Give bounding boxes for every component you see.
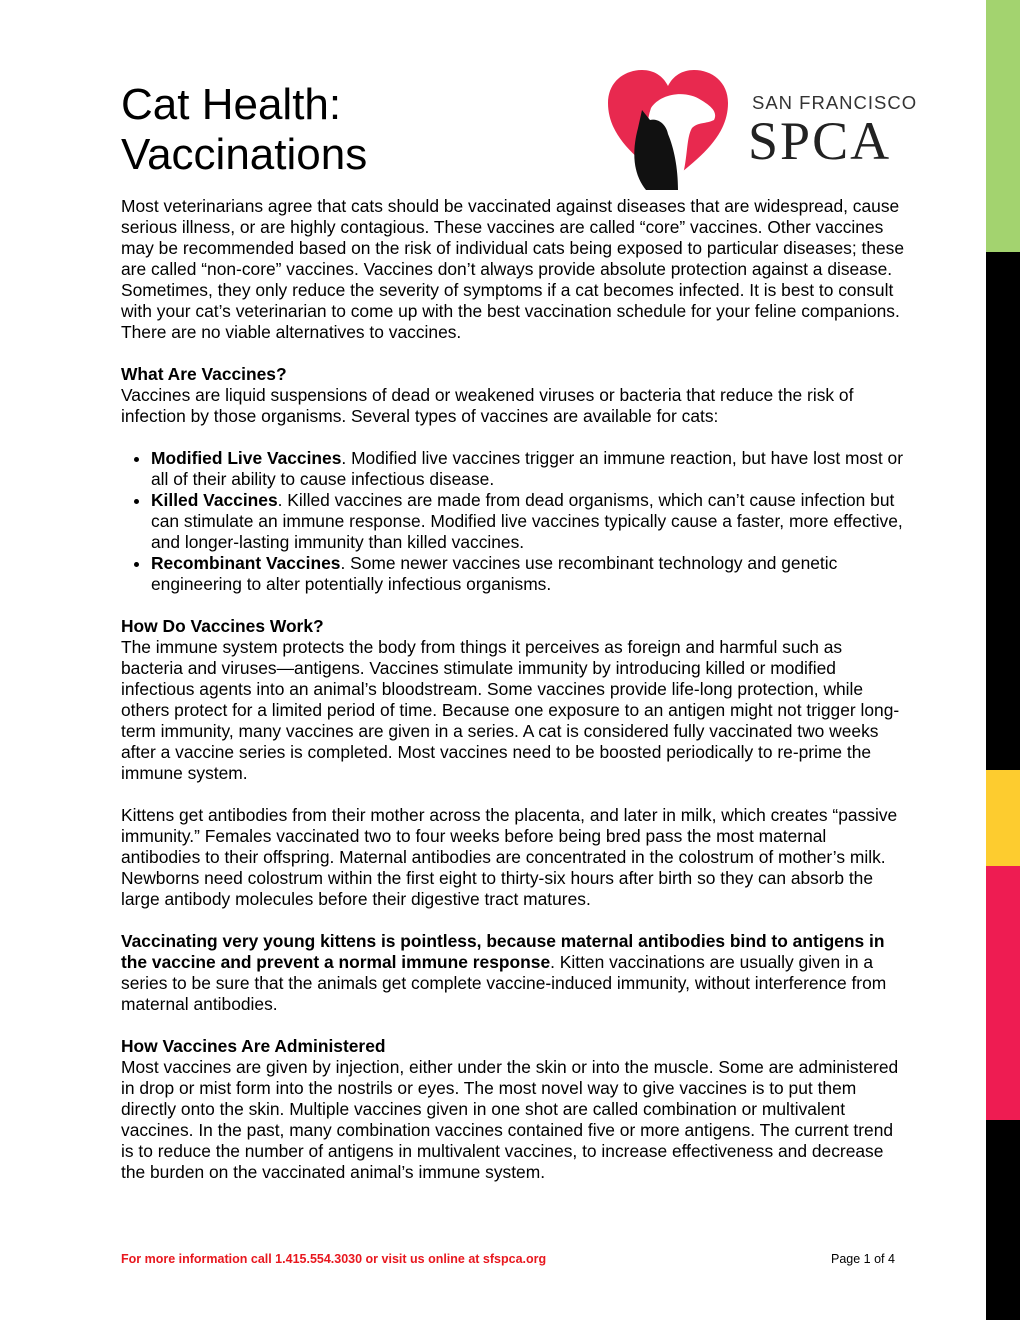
heart-pet-icon [606, 68, 731, 193]
section-heading: What Are Vaccines? [121, 364, 287, 384]
section-heading: How Vaccines Are Administered [121, 1036, 386, 1056]
paragraph: Most vaccines are given by injection, either under the skin or into the muscle. Some are administered in drop or mist form into the nostrils or eyes. The most novel way to give vaccines is to put them directly onto the skin. Multiple vaccines given in one shot are called combination or multivalent vaccines. In the past, many combination vaccines contained five or more antigens. The current trend is to reduce the number of antigens in multivalent vaccines, to increase effectiveness and decrease the burden on the vaccinated animal’s immune system. [121, 1057, 899, 1182]
paragraph: Vaccinating very young kittens is pointless, because maternal antibodies bind to antigens in the vaccine and prevent a normal immune response. Kitten vaccinations are usually given in a series to be sure that the animals get complete vaccine-induced immunity, without interference from maternal antibodies. [121, 931, 887, 1014]
side-bar-black-bottom [986, 1120, 1020, 1320]
page-title: Cat Health: Vaccinations [121, 80, 368, 179]
side-bar-yellow [986, 770, 1020, 866]
list-item: • Killed Vaccines. Killed vaccines are made from dead organisms, which can’t cause infection but can stimulate an immune response. Modified live vaccines typically cause a faster, more effective, and longer-lasting immunity than killed vaccines. [151, 490, 906, 553]
list-item: • Modified Live Vaccines. Modified live vaccines trigger an immune reaction, but have lost most or all of their ability to cause infectious disease. [151, 448, 906, 490]
document-body [121, 196, 906, 1204]
sfspca-logo [606, 68, 926, 193]
page-number: Page 1 of 4 [831, 1252, 895, 1266]
paragraph: Kittens get antibodies from their mother across the placenta, and later in milk, which creates “passive immunity.” Females vaccinated two to four weeks before being bred pass the most maternal antibodies to their offspring. Maternal antibodies are concentrated in the colostrum of mother’s milk. Newborns need colostrum within the first eight to thirty-six hours after birth so they can absorb the large antibody molecules before their digestive tract matures. [121, 805, 898, 909]
side-bar-green [986, 0, 1020, 252]
list-item: • Recombinant Vaccines. Some newer vaccines use recombinant technology and genetic engineering to alter potentially infectious organisms. [151, 553, 906, 595]
intro-paragraph: Most veterinarians agree that cats should be vaccinated against diseases that are widespread, cause serious illness, or are highly contagious. These vaccines are called “core” vaccines. Other vaccines may be recommended based on the risk of individual cats being exposed to particular diseases; these are called “non-core” vaccines. Vaccines don’t always provide absolute protection against a disease. Sometimes, they only reduce the severity of symptoms if a cat becomes infected. It is best to consult with your cat’s veterinarian to come up with the best vaccination schedule for your feline companions. There are no viable alternatives to vaccines. [121, 196, 905, 342]
logo-text-main: SPCA [748, 111, 892, 171]
side-bar-pink [986, 866, 1020, 1120]
paragraph: The immune system protects the body from things it perceives as foreign and harmful such as bacteria and viruses—antigens. Vaccines stimulate immunity by introducing killed or modified infectious agents into an animal’s bloodstream. Some vaccines provide life-long protection, while others protect for a limited period of time. Because one exposure to an antigen might not trigger long-term immunity, many vaccines are given in a series. A cat is considered fully vaccinated two weeks after a vaccine series is completed. Most vaccines need to be boosted periodically to re-prime the immune system. [121, 637, 900, 783]
logo-text-top: SAN FRANCISCO [752, 92, 918, 113]
paragraph: Vaccines are liquid suspensions of dead or weakened viruses or bacteria that reduce the risk of infection by those organisms. Several types of vaccines are available for cats: [121, 385, 854, 426]
footer-contact: For more information call 1.415.554.3030 or visit us online at sfspca.org [121, 1252, 547, 1266]
vaccine-types-list [121, 448, 906, 595]
section-heading: How Do Vaccines Work? [121, 616, 324, 636]
side-bar-black [986, 252, 1020, 770]
